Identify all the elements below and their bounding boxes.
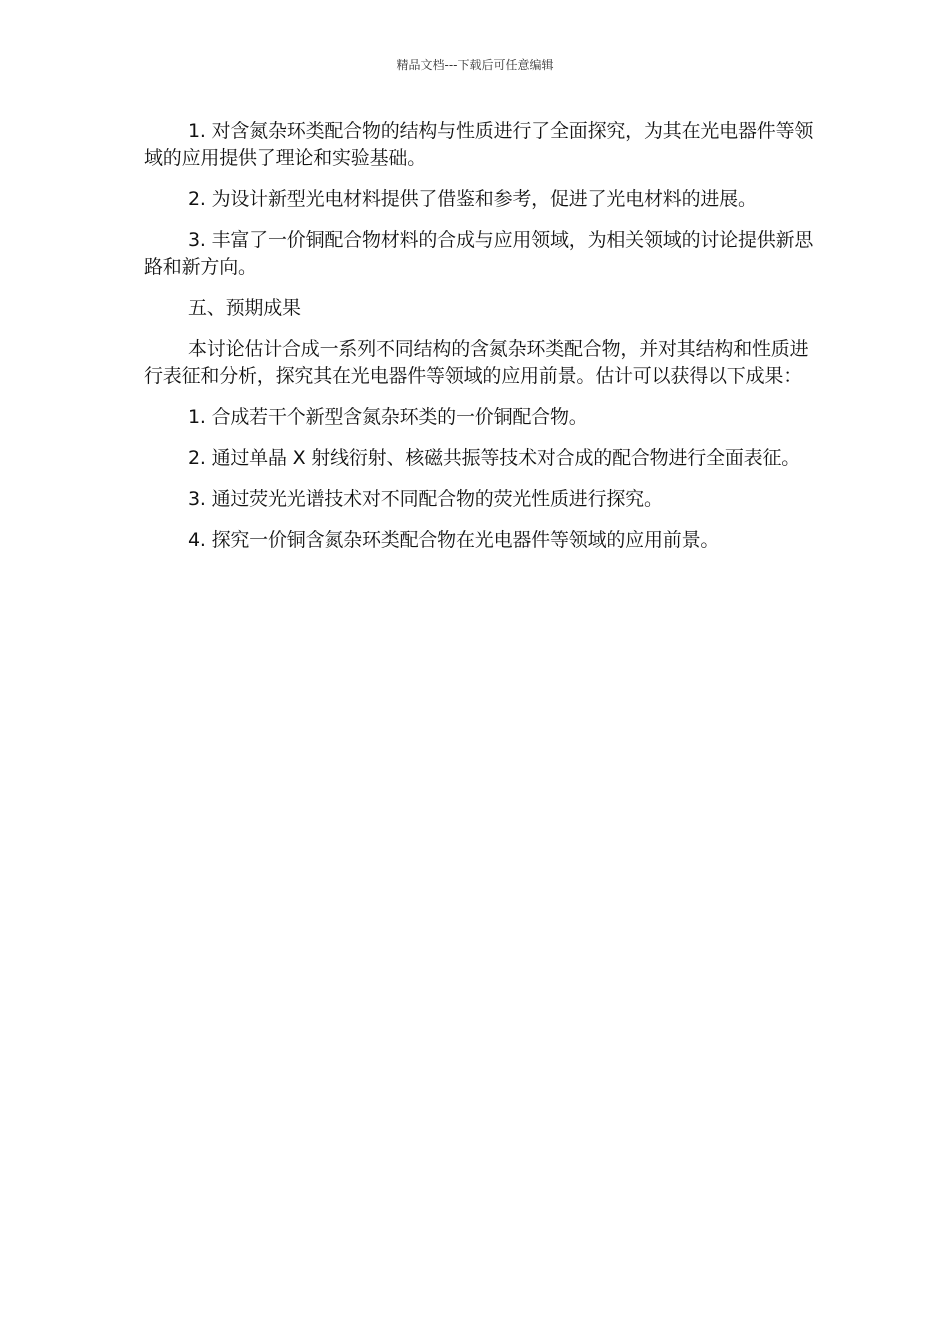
paragraph-result-4: 4. 探究一价铜含氮杂环类配合物在光电器件等领域的应用前景。 (188, 529, 720, 551)
section-heading-expected-results: 五、预期成果 (188, 297, 301, 319)
paragraph-significance-1: 1. 对含氮杂环类配合物的结构与性质进行了全面探究，为其在光电器件等领域的应用提供了理论和实验基础。 (144, 120, 814, 169)
paragraph-significance-3: 3. 丰富了一价铜配合物材料的合成与应用领域，为相关领域的讨论提供新思路和新方向。 (144, 229, 814, 278)
paragraph-significance-2: 2. 为设计新型光电材料提供了借鉴和参考，促进了光电材料的进展。 (188, 188, 757, 210)
page-header: 精品文档---下载后可任意编辑 (396, 58, 554, 72)
paragraph-result-3: 3. 通过荧光光谱技术对不同配合物的荧光性质进行探究。 (188, 488, 663, 510)
document-body (144, 118, 814, 568)
paragraph-result-1: 1. 合成若干个新型含氮杂环类的一价铜配合物。 (188, 406, 588, 428)
paragraph-results-intro: 本讨论估计合成一系列不同结构的含氮杂环类配合物，并对其结构和性质进行表征和分析，探究其在光电器件等领域的应用前景。估计可以获得以下成果： (144, 338, 809, 387)
paragraph-result-2: 2. 通过单晶 X 射线衍射、核磁共振等技术对合成的配合物进行全面表征。 (188, 447, 801, 469)
